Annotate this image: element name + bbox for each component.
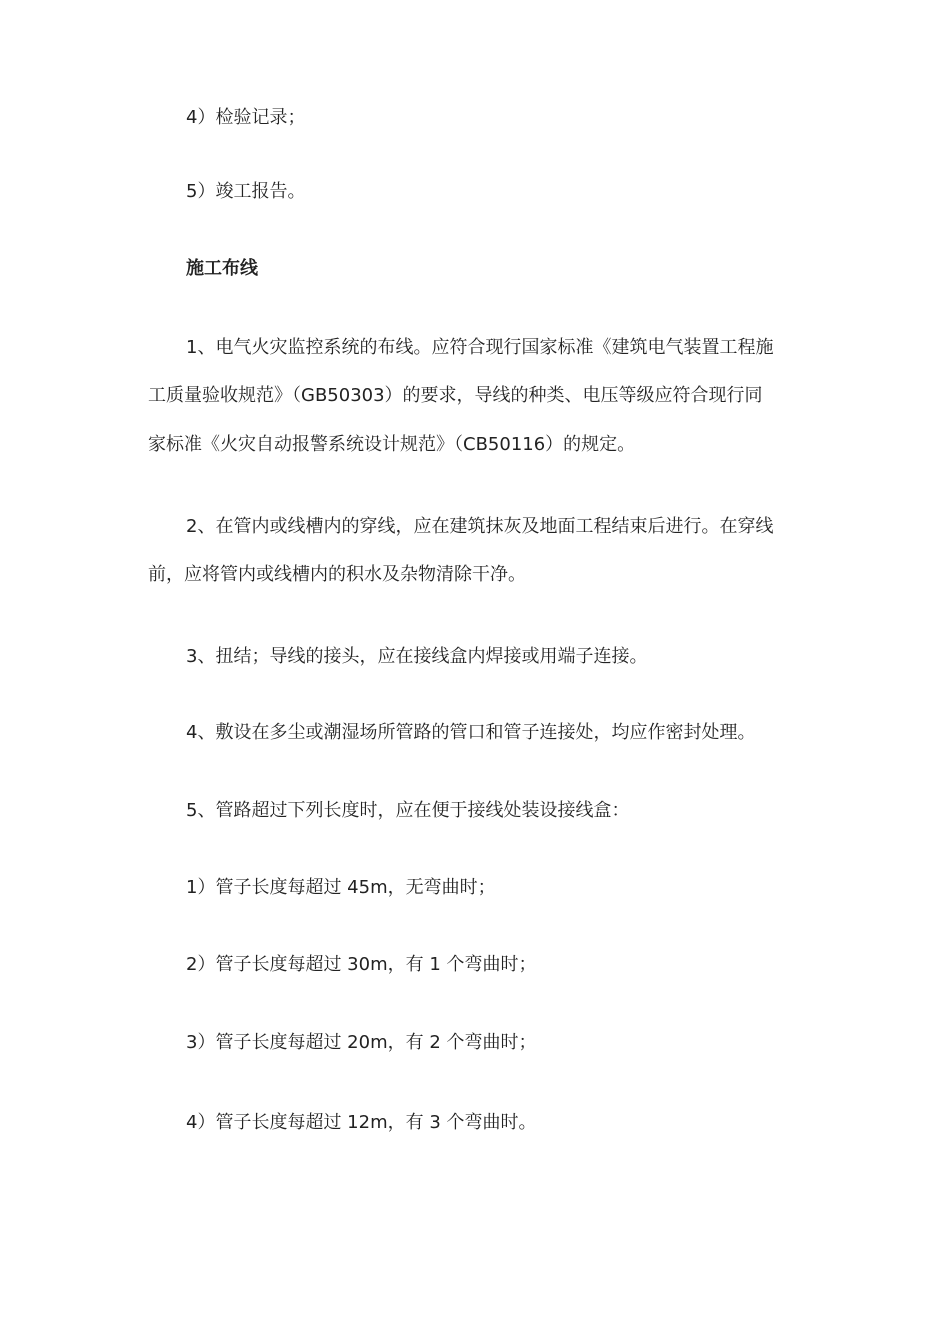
list-item-completion-report: 5）竣工报告。 bbox=[186, 181, 306, 202]
paragraph-1-line-1: 1、电气火灾监控系统的布线。应符合现行国家标准《建筑电气装置工程施 bbox=[186, 337, 774, 358]
paragraph-3: 3、扭结；导线的接头，应在接线盒内焊接或用端子连接。 bbox=[186, 646, 648, 667]
paragraph-1-line-3: 家标准《火灾自动报警系统设计规范》（CB50116）的规定。 bbox=[148, 434, 636, 455]
sub-item-2: 2）管子长度每超过 30m，有 1 个弯曲时； bbox=[186, 954, 537, 975]
list-item-inspection-record: 4）检验记录； bbox=[186, 107, 306, 128]
sub-item-3: 3）管子长度每超过 20m，有 2 个弯曲时； bbox=[186, 1032, 537, 1053]
section-heading: 施工布线 bbox=[186, 258, 258, 279]
paragraph-4: 4、敷设在多尘或潮湿场所管路的管口和管子连接处，均应作密封处理。 bbox=[186, 722, 756, 743]
sub-item-4: 4）管子长度每超过 12m，有 3 个弯曲时。 bbox=[186, 1112, 537, 1133]
paragraph-5: 5、管路超过下列长度时，应在便于接线处装设接线盒： bbox=[186, 800, 630, 821]
paragraph-1-line-2: 工质量验收规范》（GB50303）的要求，导线的种类、电压等级应符合现行同 bbox=[148, 385, 763, 406]
paragraph-2-line-2: 前，应将管内或线槽内的积水及杂物清除干净。 bbox=[148, 564, 526, 585]
sub-item-1: 1）管子长度每超过 45m，无弯曲时； bbox=[186, 877, 496, 898]
paragraph-2-line-1: 2、在管内或线槽内的穿线，应在建筑抹灰及地面工程结束后进行。在穿线 bbox=[186, 516, 774, 537]
